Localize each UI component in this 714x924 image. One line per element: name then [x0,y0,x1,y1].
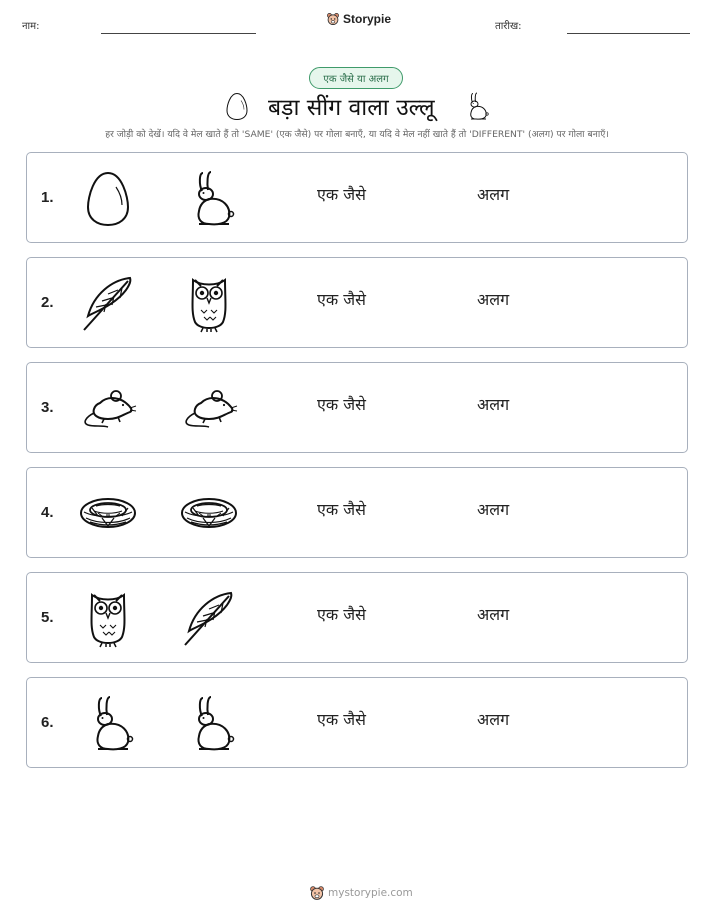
exercise-row [26,362,688,453]
same-option[interactable]: एक जैसे [317,500,366,519]
different-option[interactable]: अलग [477,395,510,414]
feather-icon [78,272,138,334]
exercise-row [26,572,688,663]
rabbit-icon [179,692,239,754]
exercise-row [26,467,688,558]
same-option[interactable]: एक जैसे [317,605,366,624]
title-row [0,88,714,128]
nest-icon [179,482,239,544]
feather-icon [179,587,239,649]
different-option[interactable]: अलग [477,290,510,309]
page-title: बड़ा सींग वाला उल्लू [268,95,435,121]
rabbit-icon [461,90,491,122]
owl-icon [179,272,239,334]
row-number: 6. [41,714,54,731]
name-label: नाम: [22,21,40,32]
instructions: हर जोड़ी को देखें। यदि वे मेल खाते हैं तो 'SAME' (एक जैसे) पर गोला बनाएँ, या यदि वे मेल नहीं खाते हैं तो 'DIFFERENT' (अलग) पर गोला बनाएँ। [105,129,609,140]
footer [309,885,413,901]
row-number: 5. [41,609,54,626]
rabbit-icon [78,692,138,754]
same-option[interactable]: एक जैसे [317,395,366,414]
footer-url: mystorypie.com [328,887,413,899]
row-number: 2. [41,294,54,311]
row-number: 4. [41,504,54,521]
brand-logo [326,12,391,26]
same-option[interactable]: एक जैसे [317,290,366,309]
nest-icon [78,482,138,544]
same-option[interactable]: एक जैसे [317,185,366,204]
mouse-icon [179,377,239,439]
mouse-icon [78,377,138,439]
same-option[interactable]: एक जैसे [317,710,366,729]
date-label: तारीख: [495,21,522,32]
different-option[interactable]: अलग [477,605,510,624]
different-option[interactable]: अलग [477,185,510,204]
date-field[interactable] [567,33,690,34]
exercise-row [26,152,688,243]
brand-name: Storypie [343,12,392,26]
worksheet-type-badge: एक जैसे या अलग [309,67,403,89]
row-number: 3. [41,399,54,416]
owl-icon [78,587,138,649]
different-option[interactable]: अलग [477,500,510,519]
egg-icon [222,90,252,122]
different-option[interactable]: अलग [477,710,510,729]
rabbit-icon [179,167,239,229]
name-field[interactable] [101,33,256,34]
bear-logo-icon [326,12,340,26]
bear-logo-icon [309,885,325,901]
exercise-row [26,257,688,348]
row-number: 1. [41,189,54,206]
egg-icon [78,167,138,229]
exercise-row [26,677,688,768]
